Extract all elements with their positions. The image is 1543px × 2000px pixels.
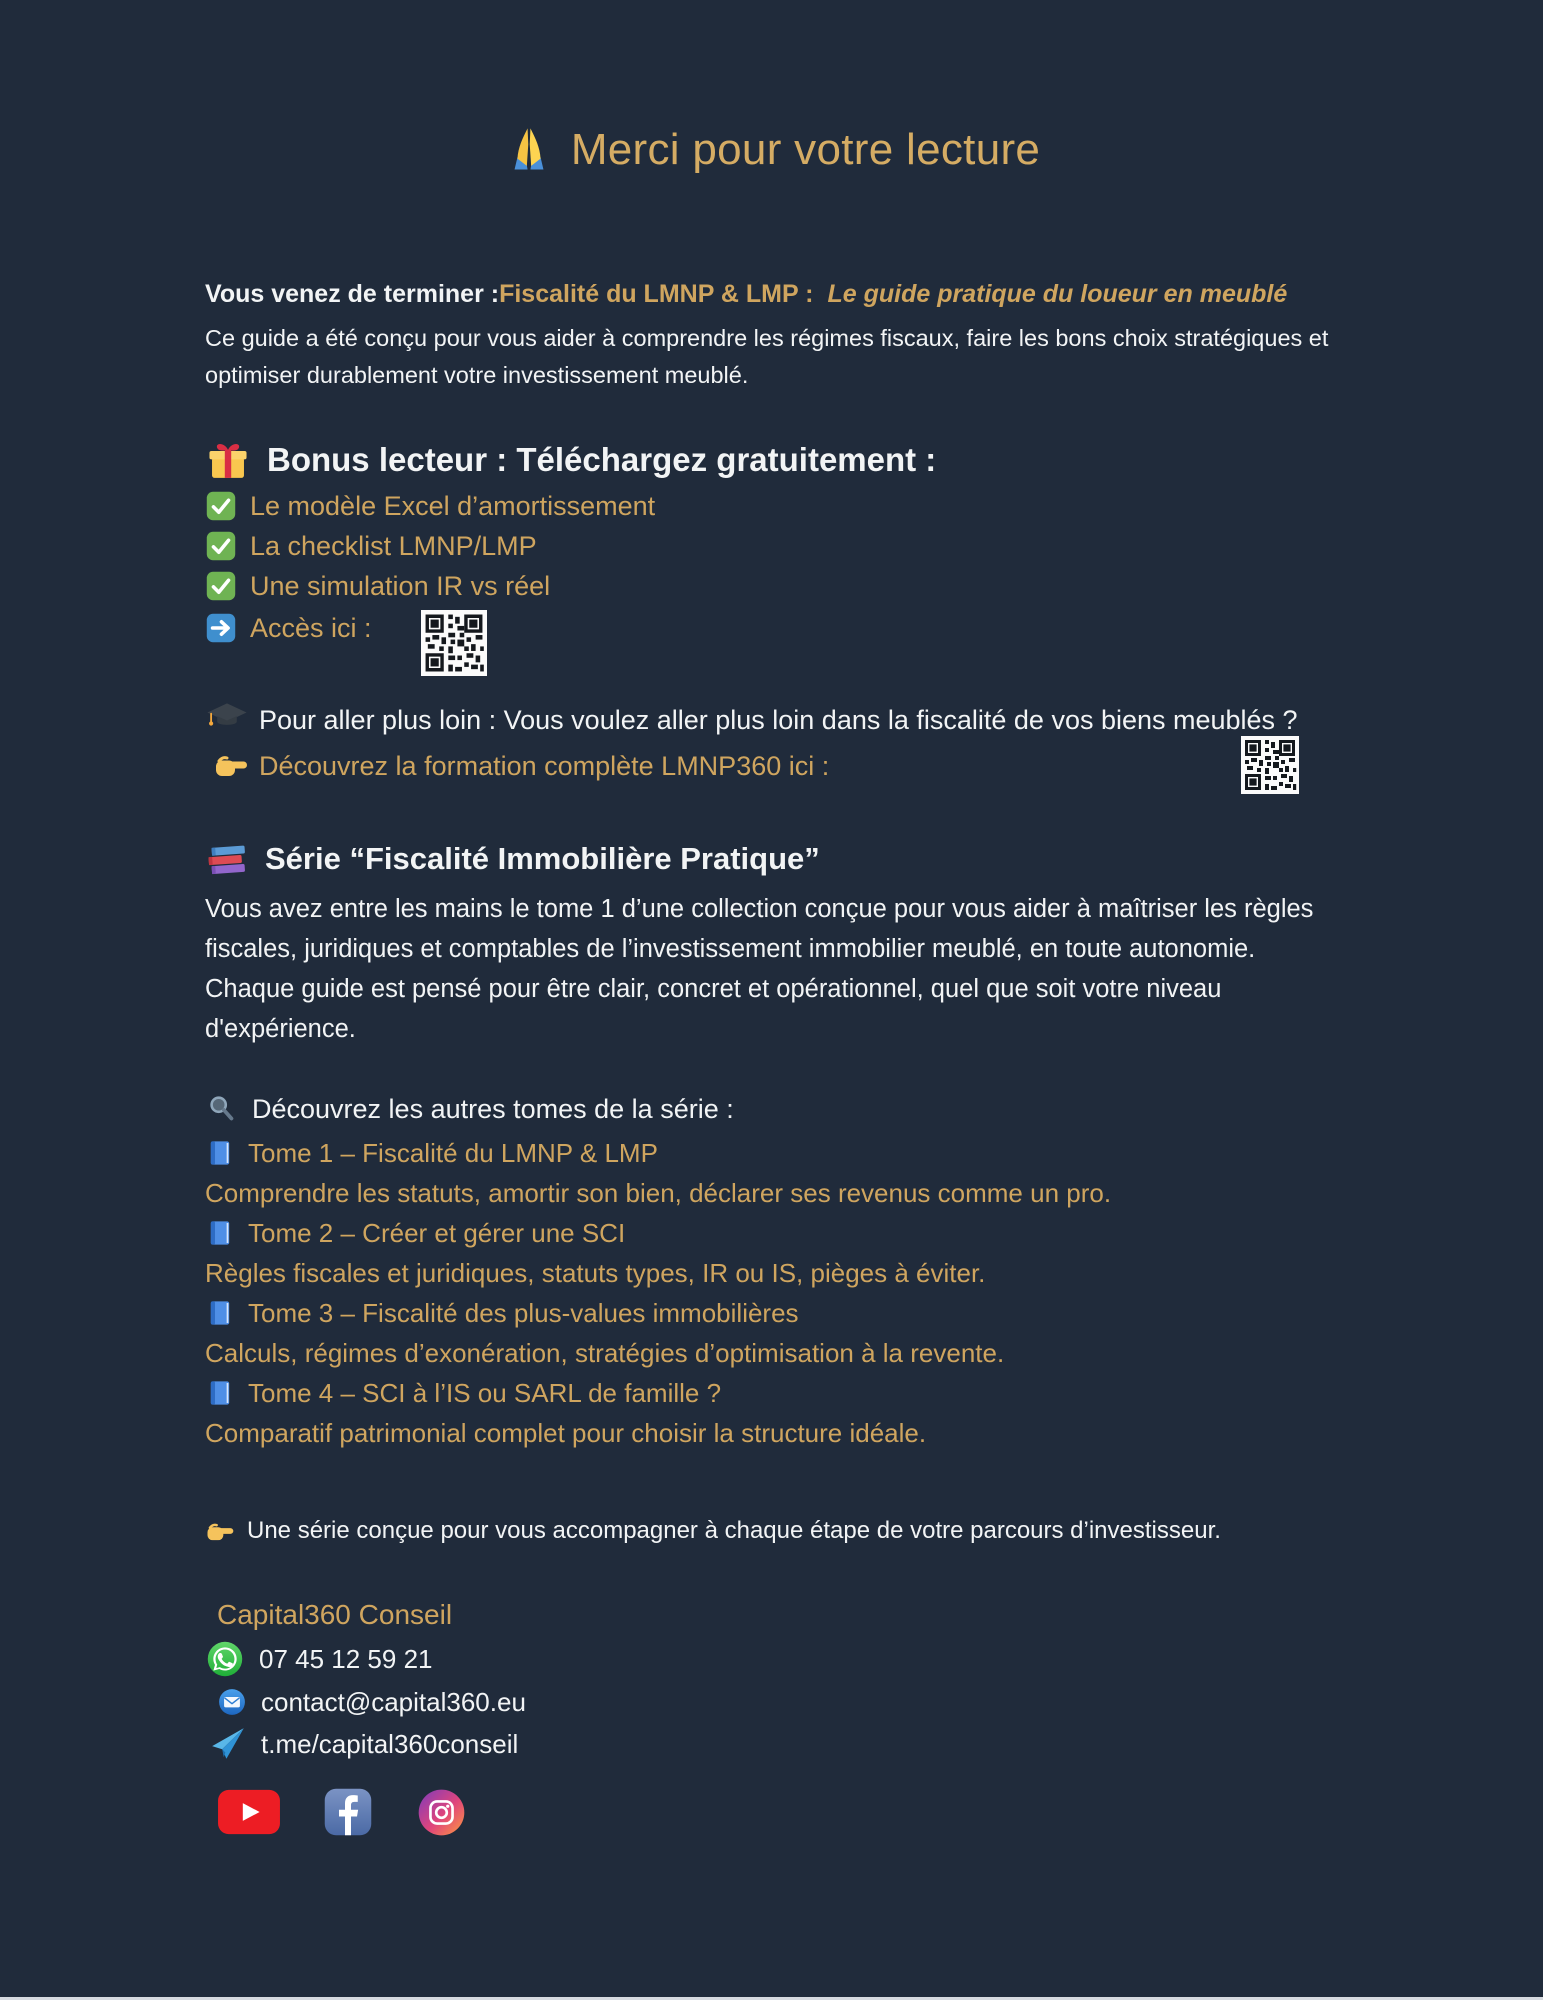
bonus-section [205,436,1343,676]
tome-description: Calculs, régimes d’exonération, stratégies d’optimisation à la revente. [205,1338,1005,1368]
page-title-row [0,0,1543,176]
tome-title-label: Tome 1 – Fiscalité du LMNP & LMP [248,1138,658,1168]
intro-lead-text: Vous venez de terminer : [205,280,500,308]
bonus-item-label: La checklist LMNP/LMP [250,531,537,561]
blue-book-icon [205,1138,235,1168]
blue-book-icon [205,1298,235,1328]
access-link-label[interactable]: Accès ici : [250,613,372,643]
pointing-finger-icon [205,1516,235,1546]
tome-title [205,1133,1343,1173]
bonus-access-row [205,610,1343,676]
series-closing: Une série conçue pour vous accompagner à chaque étape de votre parcours d’investisseur. [247,1517,1221,1544]
gift-icon [205,437,251,483]
whatsapp-icon[interactable] [205,1639,245,1679]
email-row [217,1687,1343,1717]
facebook-icon[interactable] [321,1785,375,1839]
telegram-link[interactable]: t.me/capital360conseil [261,1729,519,1759]
series-paragraph-1: Vous avez entre les mains le tome 1 d’une collection conçue pour vous aider à maîtriser les règles fiscales, juridiques et comptables de l’investissement immobilier meublé, en toute autonomie. [205,895,1314,963]
bonus-heading-row [205,436,1343,484]
bonus-item [205,566,1343,606]
intro-lead [205,276,1343,312]
bonus-item [205,486,1343,526]
tome-title-label: Tome 2 – Créer et gérer une SCI [248,1218,626,1248]
phone-row [205,1639,1343,1679]
contact-section [205,1597,1343,1839]
bonus-item-label: Le modèle Excel d’amortissement [250,491,656,521]
page-title: Merci pour votre lecture [570,125,1041,174]
tome-title [205,1293,1343,1333]
phone-number[interactable]: 07 45 12 59 21 [259,1644,433,1674]
bonus-list [205,486,1343,606]
bonus-item [205,526,1343,566]
tome-description: Comprendre les statuts, amortir son bien, déclarer ses revenus comme un pro. [205,1178,1112,1208]
intro-section [205,276,1343,394]
telegram-icon[interactable] [209,1725,247,1763]
bonus-item-label: Une simulation IR vs réel [250,571,551,601]
formation-link[interactable]: Découvrez la formation complète LMNP360 ici : [259,751,830,781]
book-subtitle: Le guide pratique du loueur en meublé [827,280,1288,308]
magnifier-icon [205,1092,239,1126]
tome-title [205,1373,1343,1413]
qr-code-formation [1241,736,1299,794]
social-row [217,1785,1343,1839]
blue-book-icon [205,1218,235,1248]
tome-title-label: Tome 3 – Fiscalité des plus-values immobilières [248,1298,799,1328]
check-icon [205,570,237,602]
bonus-heading: Bonus lecteur : Téléchargez gratuitement : [267,441,937,478]
series-paragraph-2: Chaque guide est pensé pour être clair, concret et opérationnel, quel que soit votre niveau d'expérience. [205,975,1222,1043]
series-heading: Série “Fiscalité Immobilière Pratique” [265,841,820,876]
further-question: Pour aller plus loin : Vous voulez aller plus loin dans la fiscalité de vos biens meublés ? [259,705,1298,735]
series-heading-row [205,835,1343,883]
pray-icon [503,124,555,176]
pointing-finger-icon [213,747,249,783]
further-text [205,696,1305,789]
book-title: Fiscalité du LMNP & LMP : [499,280,814,308]
email-address[interactable]: contact@capital360.eu [261,1687,526,1717]
youtube-icon[interactable] [217,1789,281,1835]
series-closing-row [205,1513,1343,1549]
graduation-cap-icon [205,696,249,740]
telegram-row [209,1725,1343,1763]
tome-title [205,1213,1343,1253]
qr-code-bonus [421,610,487,676]
instagram-icon[interactable] [415,1786,468,1839]
tome-description: Comparatif patrimonial complet pour choisir la structure idéale. [205,1418,927,1448]
discover-label: Découvrez les autres tomes de la série : [252,1094,734,1124]
arrow-right-icon [205,612,237,644]
company-name: Capital360 Conseil [217,1599,453,1630]
check-icon [205,490,237,522]
tome-title-label: Tome 4 – SCI à l’IS ou SARL de famille ? [248,1378,722,1408]
books-icon [205,837,249,881]
blue-book-icon [205,1378,235,1408]
tome-description: Règles fiscales et juridiques, statuts types, IR ou IS, pièges à éviter. [205,1258,986,1288]
check-icon [205,530,237,562]
tome-list [205,1133,1343,1453]
intro-description: Ce guide a été conçu pour vous aider à comprendre les régimes fiscaux, faire les bons choix stratégiques et optimiser durablement votre investissement meublé. [205,325,1329,388]
discover-row [205,1089,1343,1129]
email-icon[interactable] [217,1687,247,1717]
series-section [205,835,1343,1549]
further-section [205,696,1343,789]
